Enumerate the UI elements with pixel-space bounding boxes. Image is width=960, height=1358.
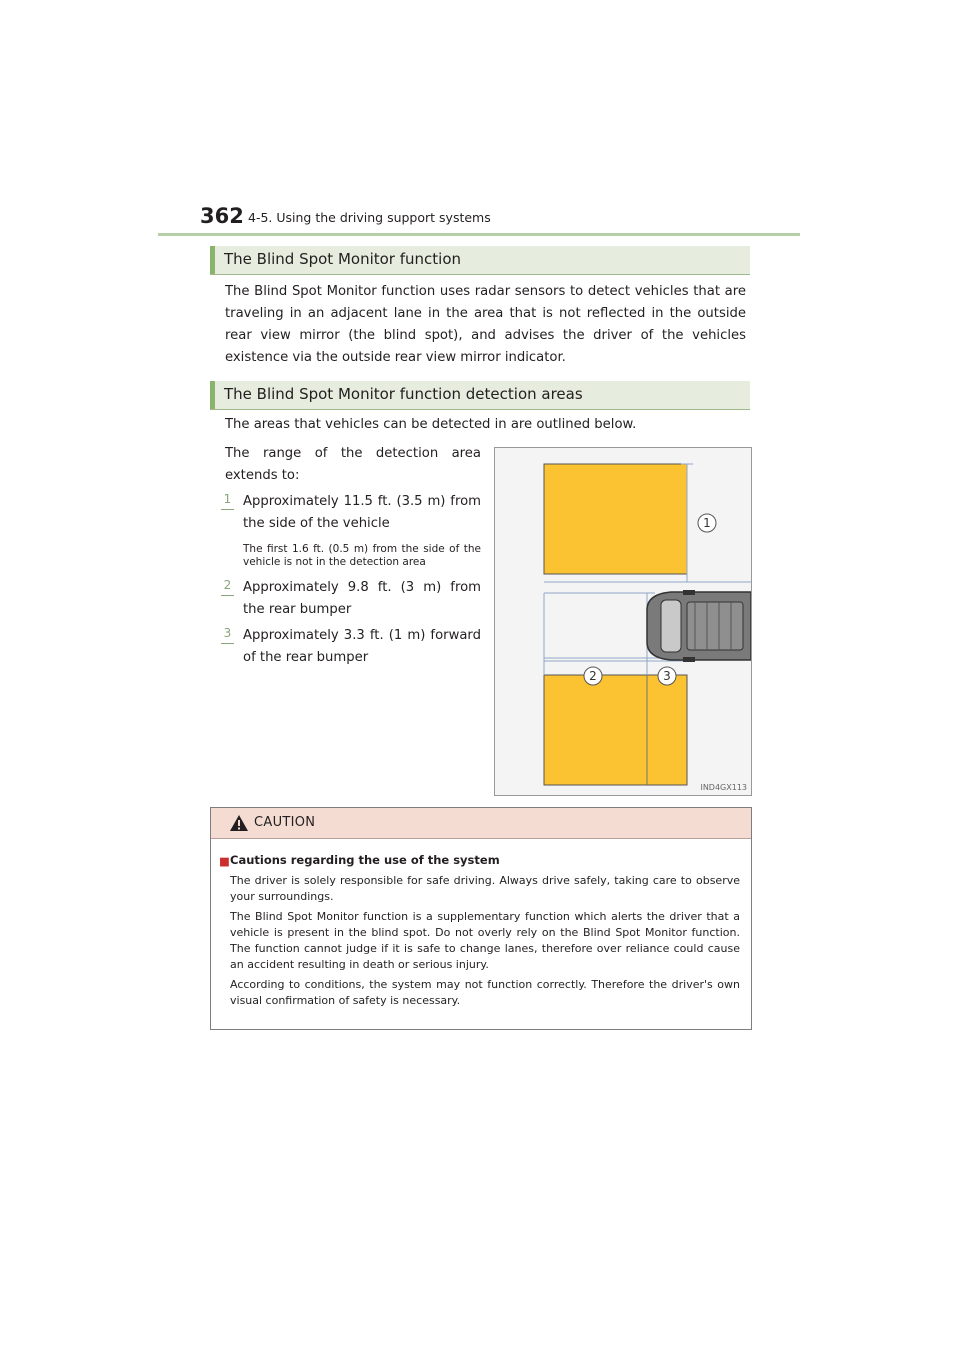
callout-2: [584, 667, 602, 685]
section-heading-detection-areas: [210, 381, 750, 410]
lower-detection-zone: [544, 675, 687, 785]
header-divider: [158, 233, 800, 236]
image-code: IND4GX113: [700, 783, 747, 792]
item-number-2: 2: [221, 578, 234, 596]
caution-paragraph: The Blind Spot Monitor function is a supplementary function which alerts the driver that a vehicle is present in the blind spot. Do not overly rely on the Blind Spot Monitor function. The function cannot judge if it is safe to change lanes, therefore over reliance could cause an accident resulting in death or serious injury.: [230, 910, 740, 971]
caution-header: [211, 808, 751, 839]
page-number: 362: [200, 204, 244, 228]
warning-triangle-icon: [229, 814, 249, 832]
caution-subheading: Cautions regarding the use of the system: [230, 853, 500, 867]
item-1-text: Approximately 11.5 ft. (3.5 m) from the side of the vehicle: [243, 494, 481, 531]
square-bullet-icon: ■: [219, 854, 230, 868]
detection-area-illustration: [495, 448, 751, 795]
vehicle-top-view: [647, 590, 751, 662]
item-number-1: 1: [221, 492, 234, 510]
svg-text:2: 2: [589, 669, 597, 683]
caution-paragraph: According to conditions, the system may not function correctly. Therefore the driver's own visual confirmation of safety is necessary.: [230, 978, 740, 1007]
function-description: The Blind Spot Monitor function uses radar sensors to detect vehicles that are traveling in an adjacent lane in the area that is not reflected in the outside rear view mirror (the blind spot), and advises the driver of the vehicles existence via the outside rear view mirror indicator.: [225, 284, 746, 365]
detection-intro: The areas that vehicles can be detected in are outlined below.: [225, 417, 637, 432]
caution-title: CAUTION: [254, 815, 316, 830]
item-3-text: Approximately 3.3 ft. (1 m) forward of the rear bumper: [243, 628, 481, 665]
range-lead: The range of the detection area extends to:: [225, 446, 481, 483]
svg-text:3: 3: [663, 669, 671, 683]
svg-text:1: 1: [703, 516, 711, 530]
section-heading-text: The Blind Spot Monitor function detection areas: [224, 385, 583, 403]
item-2-text: Approximately 9.8 ft. (3 m) from the rear bumper: [243, 580, 481, 617]
section-heading-function: [210, 246, 750, 275]
section-heading-text: The Blind Spot Monitor function: [224, 250, 462, 268]
callout-3: [658, 667, 676, 685]
upper-detection-zone: [544, 464, 687, 574]
caution-box: [210, 807, 752, 1030]
heading-accent-bar: [210, 246, 215, 274]
item-1-note: The first 1.6 ft. (0.5 m) from the side of the vehicle is not in the detection area: [243, 543, 481, 568]
chapter-title: 4-5. Using the driving support systems: [248, 210, 491, 225]
heading-accent-bar: [210, 381, 215, 409]
item-number-3: 3: [221, 626, 234, 644]
callout-1: [698, 514, 716, 532]
caution-paragraph: The driver is solely responsible for safe driving. Always drive safely, taking care to observe your surroundings.: [230, 874, 740, 903]
detection-area-diagram: [494, 447, 752, 796]
